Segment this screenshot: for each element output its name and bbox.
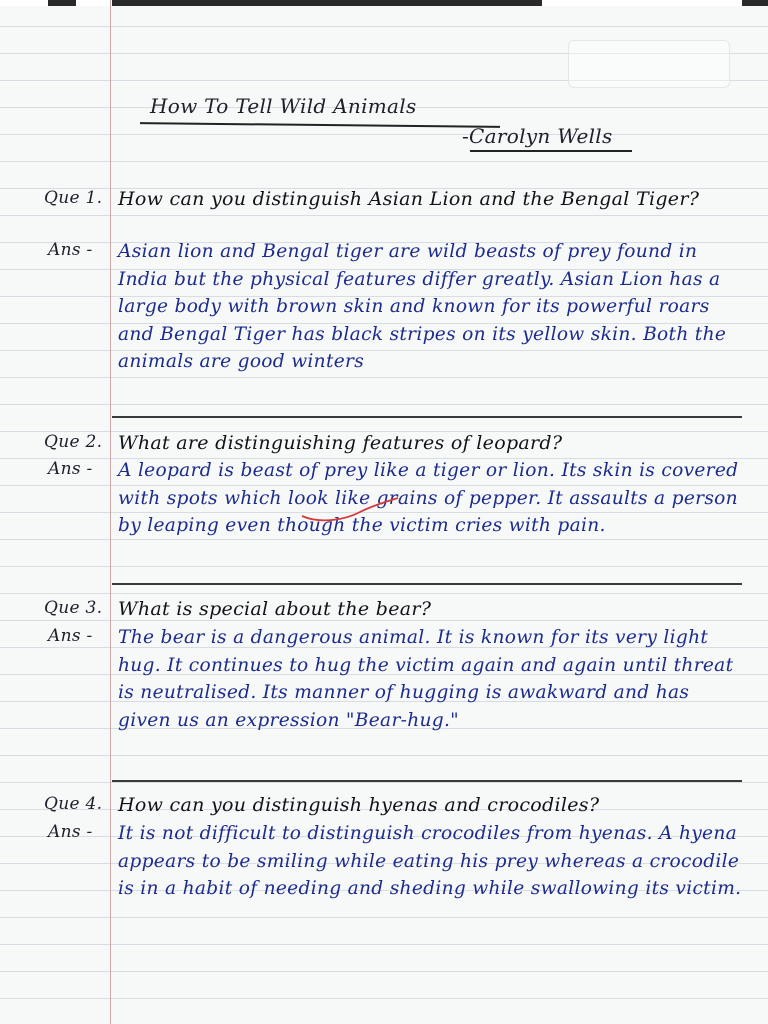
question-text: How can you distinguish Asian Lion and the Bengal Tiger? (118, 188, 700, 210)
question-text: How can you distinguish hyenas and crocodiles? (118, 794, 600, 816)
section-divider (112, 583, 742, 585)
question-label: Que 4. (44, 794, 103, 814)
author-underline (470, 150, 632, 152)
question-label: Que 3. (44, 598, 103, 618)
title-underline (140, 122, 500, 127)
answer-label: Ans - (48, 626, 93, 646)
top-binding-strip (0, 0, 768, 6)
section-divider (112, 416, 742, 418)
author-name: -Carolyn Wells (462, 124, 613, 148)
question-text: What are distinguishing features of leopard? (118, 432, 563, 454)
answer-text: It is not difficult to distinguish crocodiles from hyenas. A hyena appears to be smiling while eating his prey whereas a crocodile is in a habit of needing and sheding while swallowing its victim. (118, 823, 742, 899)
binding-tab (48, 0, 76, 6)
section-divider (112, 780, 742, 782)
answer-label: Ans - (48, 240, 93, 260)
answer-label: Ans - (48, 459, 93, 479)
answer-text: Asian lion and Bengal tiger are wild beasts of prey found in India but the physical features differ greatly. Asian Lion has a large body with brown skin and known for its powerful roars and Bengal Tiger has black stripes on its yellow skin. Both the animals are good winters (118, 241, 727, 372)
answer-label: Ans - (48, 822, 93, 842)
question-label: Que 2. (44, 432, 103, 452)
margin-line (110, 0, 111, 1024)
question-label: Que 1. (44, 188, 103, 208)
binding-tab (742, 0, 768, 6)
question-text: What is special about the bear? (118, 598, 432, 620)
page-title: How To Tell Wild Animals (150, 94, 417, 118)
binding-tab (112, 0, 542, 6)
red-correction-mark (300, 494, 400, 524)
date-box (568, 40, 730, 88)
answer-text: A leopard is beast of prey like a tiger or lion. Its skin is covered with spots which look like grains of pepper. It assaults a person by leaping even though the victim cries with pain. (118, 460, 739, 536)
answer-text: The bear is a dangerous animal. It is known for its very light hug. It continues to hug the victim again and again until threat is neutralised. Its manner of hugging is awakward and has given us an expression "Bear-hug." (118, 627, 734, 731)
